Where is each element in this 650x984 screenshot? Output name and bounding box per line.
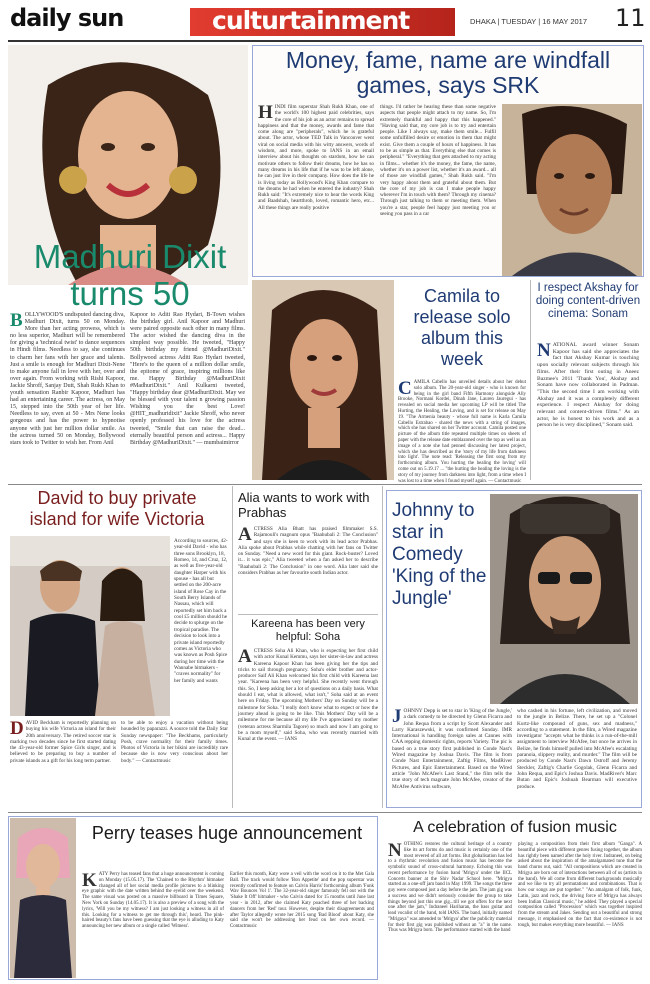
david-photo: [10, 536, 170, 716]
akshay-body-text: ATIONAL award winner Sonam Kapoor has said she appreciates the fact that Akshay Kumar is touching upon socially relevant subjects through his films. After their first outing in Aneez Bazmee's 2011 'Thank You', Akshay and Sonam have now collaborated in Padman. "This the second time I am working with Akshay and it was a completely different experience. I respect Akshay for doing relevant and content-driven films." As an actor, he is honest to his work and as a person he is very disciplined," Sonam said.: [537, 342, 639, 429]
camila-body: [398, 378, 526, 484]
akshay-body: [537, 342, 639, 480]
page-number: 11: [615, 4, 646, 32]
johnny-headline: Johnny to star in Comedy 'King of the Jungle': [392, 500, 487, 609]
johnny-col2: [517, 708, 637, 806]
dateline: DHAKA | TUESDAY | 16 MAY 2017: [470, 17, 588, 26]
perry-headline: Perry teases huge announcement: [91, 823, 363, 843]
fusion-col2: [518, 842, 642, 980]
david-divider: [232, 486, 233, 808]
david-col2: [121, 720, 228, 808]
madhuri-dropcap: B: [10, 310, 23, 331]
kareena-body: [238, 648, 378, 808]
david-side: [174, 538, 228, 716]
camila-dropcap: C: [398, 378, 412, 399]
johnny-col2-text: who cashed in his fortune, left civilization, and moved to the jungle in Belize. There, he set up a "Colonel Kurtz-like compound of guns, sex and madness," according to a statement. In the film, a Wired magazine investigator "accepts what he thinks is a run-of-the-mill assignment to interview McAfee, but once he arrives in Belize, he finds himself pulled into McAfee's escalating paranoia, slippery reality, and murder." The film will be produced by Conde Nast's Dawn Ostroff and Jeremy Steckler, Zaftig's Charlie Gogolak, Glenn Ficarra and John Requa, and Epic's Joshua Davis. MadRiver's Marc Butan and Epic's Joshuah Bearman will executive produce.: [517, 708, 637, 790]
srk-col2: [380, 104, 496, 274]
paper-logo: [10, 4, 186, 36]
camila-headline: Camila to release solo album this week: [413, 286, 511, 369]
madhuri-col2-text: Kapoor to Aditi Rao Hydari, B-Town wishes the birthday girl. Anil Kapoor and Madhuri were paired opposite each other in many films. The actor wished the dancing diva in the simplest way possible. He tweeted, "Happy 50th birthday my friend @MadhuriDixit." Bollywood actress Aditi Rao Hydari tweeted, "Here's to the queen of a million dollar smile, the epitome of grace, inspiring millions like me. Happy Birthday @MadhuriDixit #MadhuriDixit." Anil Kulkarni tweeted, "Happy birthday dear @MadhuriDixit. May we be blessed with your talent n growing passion Wishing you the best Love! @HIT_madhuridixit" Jackie Shroff, who never openly professed his love for the actress tweeted, "Smile that can raise the dead... eternally beautiful person and actress... Happy Birthday @MadhuriDixit." — mumbaimirror: [130, 312, 245, 446]
srk-portrait-icon: [502, 104, 642, 276]
perry-col2-text: Earlier this month, Katy wore a veil with the word on it to the Met Gala Ball. The track would follow 'Bon Appetite' and the pop superstar was recently confirmed to feature on Calvin Harris' forthcoming album 'Funk Wav Bounces Vol 1'. The 32-year-old singer famously fell out with the 'Shake It Off' hitmaker - who Calvin dated for 15 months until June last year - in 2012, after she claimed Katy poached three of her backing dancers from her 'Red' tour. However, despite their disagreements and after Taylor allegedly wrote her 2015 song 'Bad Blood' about Katy, she said she won't be addressing her feud on her own record. — Contactmusic: [230, 872, 374, 930]
akshay-headline: I respect Akshay for doing content-driven cinema: Sonam: [535, 282, 641, 320]
camila-portrait-icon: [252, 280, 394, 480]
fusion-col2-text: playing a composition from their first album "Ganga". A beautiful piece with different genres fusing together, the album has rightly been named after the holy river. Indraneel, on being asked about the inspiration of the amalgamated tune that the band churns out, said: "All compositions which are created in Mrigya are born out of interactions between all of us (artists in the band). We all come from different backgrounds musically and we like to try all permutations and combinations. That is how our songs are put together." "An amalgam of folk, funk, Latin, jazz and rock, the driving force of Mrigya has always been Indian Classical music," he added. They played a special composition called "Procession" which was together inspired from the stream and Jakes. Sending out a beautiful and strong message, it emphasised on the fact that co-existence is not tough, but makes everything more beautiful. — IANS: [518, 842, 642, 928]
madhuri-col2: [130, 312, 245, 482]
srk-headline: Money, fame, name are windfall games, says SRK: [285, 47, 611, 98]
srk-col1: [258, 104, 374, 274]
perry-photo: [10, 818, 76, 978]
fusion-dropcap: N: [388, 840, 402, 861]
kareena-headline: Kareena has been very helpful: Soha: [251, 618, 365, 643]
alia-body: [238, 526, 378, 610]
akshay-dropcap: N: [537, 340, 551, 361]
david-col2-text: to be able to enjoy a vacation without being hounded by paparazzi. A source told the Daily Star Sunday newspaper: "The Beckhams, particularly Posh, crave normality for their family times. Photos of Victoria in her bikini are incredibly rare because she is now very conscious about her body." — Contactmusic: [121, 720, 228, 764]
camila-divider: [530, 280, 531, 480]
fusion-col1-text: OTHING restores the cultural heritage of a country like its art forms do and music is certainly one of the most revered of all art forms. But globalisation has led to a rhythmic revolution and fusion music has become the symbolic sound of cross-cultural harmony. Echoing this was recent performance by fusion band 'Mrigya' under the IICL Concerts banner at the Shiv Nadar School here. "Mrigya started as a one-off jam band in May 1999. The songs the three guy were composed just a day before the jam. The jam gig was a success and we didn't seriously consider the group to take things beyond just this one gig...till we got offers for the next one after the jam," Indraneel Hariharan, the bass guitar and lead vocalist of the band, told IANS. The band, initially named "Mrigaya" was amended to 'Mrigya' after the publicity material for their first gig was published without an "a" in the name. Thus was Mrigya born. The performance started with the band: [388, 842, 512, 934]
section-title: culturtainment: [212, 6, 410, 35]
johnny-col1: [392, 708, 512, 806]
perry-col1: [82, 872, 224, 978]
madhuri-col1: [10, 312, 125, 482]
alia-bottom-rule: [238, 614, 378, 615]
david-dropcap: D: [10, 718, 24, 739]
paper-name: daily sun: [10, 4, 124, 32]
perry-dropcap: K: [82, 870, 97, 891]
perry-col2: [230, 872, 374, 978]
row2-divider: [8, 812, 642, 813]
srk-col2-text: things. I'd rather be hearing these than some negative aspects that people might attach to my name. So, I'm extremely thankful and happy that this happened." "Having said that, my core job is to try and entertain people. Like I always say, make them smile... Fulfil some unfulfilled desire or emotion in them that might exist. Give them a couple of hours of happiness. It has to be as simple as that. Everything else that comes is peripheral." "Everything that gets attached to my acting in films... whether it's the money, the fame, the name, whether it's on a power list, whether it's an award... all of those are windfall games," Shah Rukh said. "I'm very happy about them and grateful about them. But the core of my job is can I make people happy wherever I'm in touch with them? Through my cinema? Through just talking to them or meeting them. When you're a star, people feel happy just meeting you or seeing you pass in a car: [380, 104, 496, 218]
masthead: [0, 0, 650, 42]
kareena-body-text: CTRESS Soha Ali Khan, who is expecting her first child with actor Kunal Kemmu, says her sister-in-law and actress Kareena Kapoor Khan has been giving her the tips and tricks to sail through pregnancy. Soha's elder brother and actor-producer Saif Ali Khan welcomed his first child with Kareena last year. "Kareena has been very helpful. She recently went through this. So, I keep asking her a lot of questions on a daily basis. What should I eat, what is allowed, what isn't," Soha said at an event here on Friday. The upcoming Mothers' Day on Sunday will be a milestone for Soha. "I really don't know what to expect or how the journey ahead is going to be like. This Mothers' Day will be a milestone for me because all my life I've appreciated my mother (veteran actress Sharmila Tagore) so much and now I am going to be a mom myself," said Soha, who was recently married with Kunal at the event. — IANS: [238, 648, 378, 743]
alia-dropcap: A: [238, 524, 252, 545]
perry-col1-text: ATY Perry has teased fans that a huge announcement is coming on Monday (15.05.17). The 'Chained to the Rhythm' hitmaker changed all of her social media profile pictures to a blinking eye graphic with the date written behind the eyelid over the weekend. The same visual was posted on a massive billboard in Times Square, New York on Sunday (14.05.17). It is also a preview of a song with the lyrics, 'Will you be my witness? I am just looking a witness in all of this. Looking for a witness to get me through this', heard. The pink-haired beauty's fans have been guessing that the eye is alluding to Katy announcing her new album or a single called 'Witness'.: [82, 872, 224, 930]
perry-portrait-icon: [10, 818, 76, 978]
david-victoria-photo-icon: [10, 536, 170, 716]
kareena-dropcap: A: [238, 646, 252, 667]
johnny-portrait-icon: [490, 494, 638, 704]
johnny-dropcap: J: [392, 706, 402, 727]
srk-dropcap: H: [258, 102, 273, 123]
david-col1: [10, 720, 116, 808]
camila-body-text: AMILA Cabello has unveiled details about her debut solo album. The 20-year-old singer - who is known for being in the girl band Fifth Harmony alongside Ally Brooke, Normani Kordei, Dinah Jane, Lauren Jauregui - has revealed on social media her upcoming LP will be titled The Hurting, the Healing, the Loving, and is set for release on May 19. "The Armenia beauty - whose full name is Karla Camila Cabello Estrabao - shared the news with a string of images, which she has shared on her Twitter account. Camila posted one picture of the album title repeated multiple times on sheets of paper with the release date emblazoned over the top as well as an image of a note she had penned discussing her latest project, which she has described as the 'story of my life from darkness into light'. The note read: 'Releasing the first song from my forthcoming album. You hurting the healing the loving' will come out on 5.19.17 ... "the hurting the healing the loving is the story of my journey from darkness into light, from a time when I was lost to a time when I found myself again. — Contactmusic: [398, 380, 526, 484]
johnny-photo: [490, 494, 638, 704]
fusion-headline: A celebration of fusion music: [413, 819, 617, 836]
srk-photo: [502, 104, 642, 276]
alia-body-text: CTRESS Alia Bhatt has praised filmmaker S.S. Rajamouli's magnum opus "Baahubali 2: The Conclusion" and says she is keen to work with its lead actor Prabhas. Alia spoke about Prabhas while chatting with her fans on Twitter on Sunday. "Need a new word for this giant. Rock-buster? Loved it... it was epic," Alia tweeted when a fan asked her to describe "Baahubali 2: The Conclusion" in one word. Alia later said she considers Prabhas as her favourite south Indian actor.: [238, 526, 378, 577]
david-side-text: According to sources, 42-year-old David - who has three sons Brooklyn, 18, Romeo, 14, and Cruz, 12, as well as five-year-old daughter Harper with his spouse - has all but settled on the 200-acre island of Rose Cay in the South Berry Islands of Nassau, which will reportedly set him back a cool £5 million should he decide to splurge on the tropical paradise. The decision to look into a private island reportedly comes as Victoria who was known as Posh Spice during her time with the Wannabe hitmakers - "craves normality" for her family and wants: [174, 538, 228, 684]
david-col1-text: AVID Beckham is reportedly planning on buying his wife Victoria an island for their 20th anniversary. The retired soccer star is marking two decades since he first started dating the 43-year-old former Spice Girls singer, and is believed to be preparing to buy a number of private islands as a gift for his long term partner.: [10, 720, 116, 764]
david-headline: David to buy private island for wife Victoria: [29, 488, 205, 529]
madhuri-col1-text: OLLYWOOD'S undisputed dancing diva, Madhuri Dixit, turns 50 on Monday. More than her acting prowess, which is no less superior, Madhuri will be remembered for giving a 'technical twist' to dance sequences in Hindi films. Needless to say, she continues to charm her fans with her grace and talents. Just a smile is enough for Madhuri Dixit-Nene to make anyone fall in love with her, over and over again. From working with Rishi Kapoor, Jackie Shroff, Sanjay Dutt, Shah Rukh Khan to youth sensation Ranbir Kapoor, Madhuri has had an entertaining career. The actress, on May 15, stepped into the 50th year of her life. Needless to say, even at 50 - Mrs Nene looks gorgeous and has the power to hypnotise anyone with just her million dollar smile. As the actress turned 50 on Monday, Bollywood stars took to Twitter to wish her. From Anil: [10, 312, 125, 446]
alia-headline: Alia wants to work with Prabhas: [238, 490, 370, 520]
johnny-col1-text: OHNNY Depp is set to star in 'King of the Jungle,' a dark comedy to be directed by Glenn Ficarra and John Requa from a script by Scott Alexander and Larry Karaszewski, it was confirmed Sunday. IMR International is handling foreign sales at Cannes with CAA repping domestic rights, reports Variety. The pic is based on a true story first published in Conde Nast's Wired magazine by Joshua Davis. The film is from Conde Nast Entertainment, Zaftig Films, MadRiver Pictures, and Epic Entertainment. Based on the Wired article "John McAfee's Last Stand," the film tells the true story of tech magnate John McAfee, creator of the McAfee Antivirus software,: [392, 708, 512, 790]
madhuri-headline: Madhuri Dixit turns 50: [33, 238, 227, 312]
srk-col1-text: INDI film superstar Shah Rukh Khan, one of the world's 100 highest paid celebrities, says the core of his job as an actor remains to spread happiness and that the money, awards and fame that come along are "peripherals", which he is grateful about. The actor, whose TED Talk in Vancouver went viral on social media with his witty answers, words of wisdom, and more, spoke to IANS in an email interview about his thoughts on stardom, how he can motivate others to follow their dreams, how he has so many dreams in his life that if he was to be left alone, he can just live in their company. How does the life he is living today as Bollywood's King Khan compare to the dreams he had when he entered the industry? Shah Rukh said: "It's extremely nice to hear the words King and Baadshah, heartthrob, loved, romantic hero, etc... All these things are really positive: [258, 104, 374, 211]
row1-divider: [8, 484, 642, 485]
fusion-col1: [388, 842, 512, 980]
camila-photo: [252, 280, 394, 480]
alia-divider: [382, 486, 383, 808]
masthead-rule: [8, 40, 642, 42]
